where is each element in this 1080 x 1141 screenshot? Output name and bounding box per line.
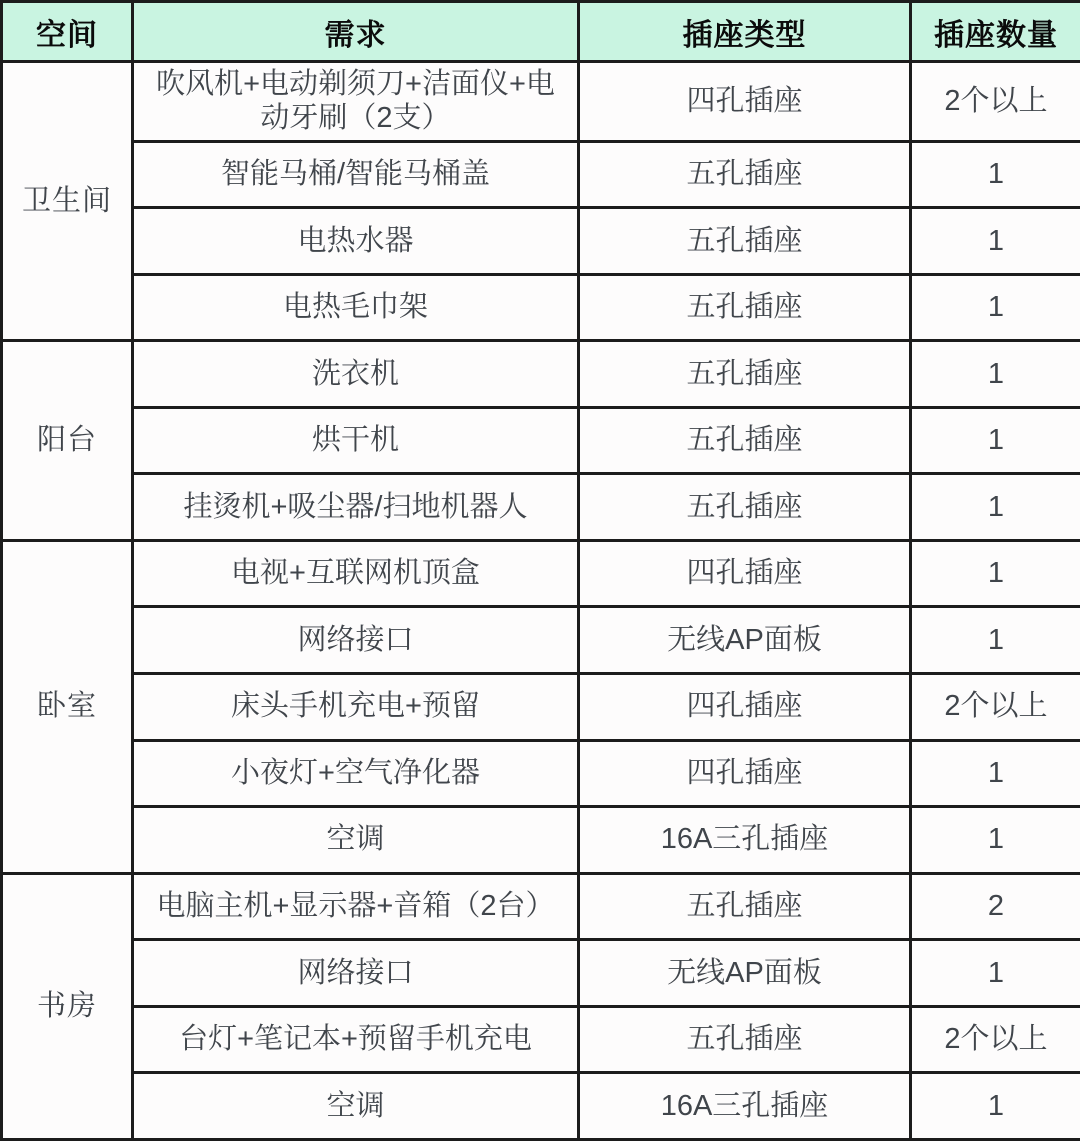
need-cell: 床头手机充电+预留 — [133, 674, 579, 741]
space-cell-study: 书房 — [2, 873, 133, 1139]
socket-type-cell: 无线AP面板 — [579, 607, 911, 674]
socket-count-cell: 1 — [911, 807, 1080, 874]
table-row — [2, 62, 1080, 142]
table-row — [2, 274, 1080, 341]
table-row — [2, 540, 1080, 607]
socket-type-cell: 四孔插座 — [579, 674, 911, 741]
need-cell: 电热毛巾架 — [133, 274, 579, 341]
socket-type-cell: 五孔插座 — [579, 141, 911, 208]
header-row — [2, 2, 1080, 62]
table-row — [2, 1006, 1080, 1073]
socket-type-cell: 五孔插座 — [579, 274, 911, 341]
table-row — [2, 141, 1080, 208]
need-cell: 网络接口 — [133, 940, 579, 1007]
space-cell-bathroom: 卫生间 — [2, 62, 133, 341]
socket-type-cell: 四孔插座 — [579, 540, 911, 607]
table-row — [2, 740, 1080, 807]
table-row — [2, 407, 1080, 474]
need-cell: 挂烫机+吸尘器/扫地机器人 — [133, 474, 579, 541]
need-cell: 洗衣机 — [133, 341, 579, 408]
socket-count-cell: 2 — [911, 873, 1080, 940]
socket-type-cell: 无线AP面板 — [579, 940, 911, 1007]
need-cell: 电热水器 — [133, 208, 579, 275]
header-socket-count: 插座数量 — [911, 2, 1080, 62]
need-cell: 空调 — [133, 1073, 579, 1140]
socket-type-cell: 五孔插座 — [579, 407, 911, 474]
socket-count-cell: 1 — [911, 740, 1080, 807]
socket-count-cell: 1 — [911, 274, 1080, 341]
need-cell: 小夜灯+空气净化器 — [133, 740, 579, 807]
need-cell: 吹风机+电动剃须刀+洁面仪+电动牙刷（2支） — [133, 62, 579, 142]
socket-count-cell: 2个以上 — [911, 674, 1080, 741]
need-cell: 烘干机 — [133, 407, 579, 474]
socket-type-cell: 四孔插座 — [579, 62, 911, 142]
socket-count-cell: 1 — [911, 208, 1080, 275]
socket-count-cell: 2个以上 — [911, 1006, 1080, 1073]
need-cell: 网络接口 — [133, 607, 579, 674]
table-row — [2, 607, 1080, 674]
socket-count-cell: 1 — [911, 407, 1080, 474]
socket-count-cell: 2个以上 — [911, 62, 1080, 142]
socket-type-cell: 16A三孔插座 — [579, 807, 911, 874]
socket-count-cell: 1 — [911, 141, 1080, 208]
space-cell-balcony: 阳台 — [2, 341, 133, 541]
table-row — [2, 474, 1080, 541]
table-row — [2, 940, 1080, 1007]
socket-type-cell: 五孔插座 — [579, 341, 911, 408]
socket-count-cell: 1 — [911, 1073, 1080, 1140]
need-cell: 电视+互联网机顶盒 — [133, 540, 579, 607]
header-socket-type: 插座类型 — [579, 2, 911, 62]
table-row — [2, 807, 1080, 874]
socket-count-cell: 1 — [911, 341, 1080, 408]
socket-type-cell: 16A三孔插座 — [579, 1073, 911, 1140]
socket-count-cell: 1 — [911, 940, 1080, 1007]
table-row — [2, 208, 1080, 275]
header-space: 空间 — [2, 2, 133, 62]
socket-type-cell: 五孔插座 — [579, 873, 911, 940]
table-row — [2, 1073, 1080, 1140]
socket-count-cell: 1 — [911, 474, 1080, 541]
need-cell: 智能马桶/智能马桶盖 — [133, 141, 579, 208]
header-need: 需求 — [133, 2, 579, 62]
socket-type-cell: 五孔插座 — [579, 474, 911, 541]
socket-count-cell: 1 — [911, 607, 1080, 674]
need-cell: 电脑主机+显示器+音箱（2台） — [133, 873, 579, 940]
table-row — [2, 674, 1080, 741]
socket-count-cell: 1 — [911, 540, 1080, 607]
socket-type-cell: 五孔插座 — [579, 208, 911, 275]
socket-type-cell: 五孔插座 — [579, 1006, 911, 1073]
space-cell-bedroom: 卧室 — [2, 540, 133, 873]
table-row — [2, 341, 1080, 408]
need-cell: 空调 — [133, 807, 579, 874]
table-row — [2, 873, 1080, 940]
need-cell: 台灯+笔记本+预留手机充电 — [133, 1006, 579, 1073]
socket-type-cell: 四孔插座 — [579, 740, 911, 807]
